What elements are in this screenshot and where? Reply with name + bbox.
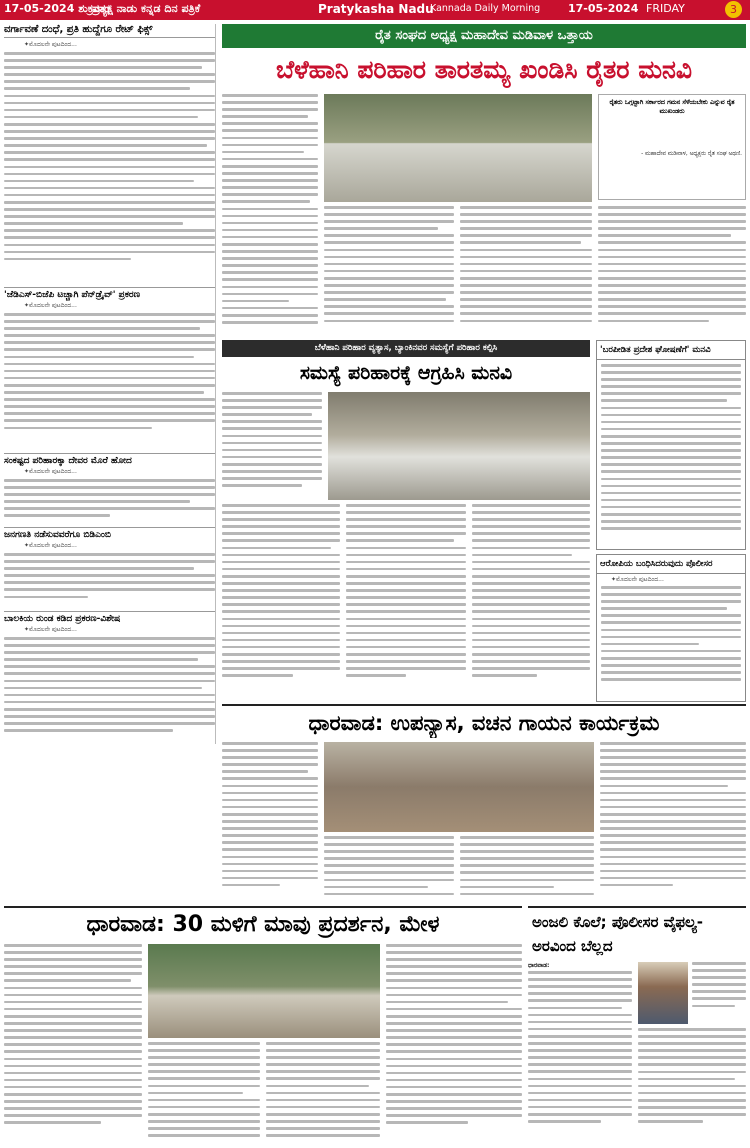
mango-body-col4 [386,944,522,1144]
left-article-1-title: ವರ್ಗಾವಣೆ ದಂಧೆ, ಪ್ರತಿ ಹುದ್ದೆಗೂ ರೇಟ್ ಫಿಕ್ಸ್ [4,24,215,38]
right-box-story [596,340,746,550]
second-headline: ಸಮಸ್ಯೆ ಪರಿಹಾರಕ್ಕೆ ಆಗ್ರಹಿಸಿ ಮನವಿ [299,362,513,384]
left-article-2-body [4,313,215,453]
header-left-date: 17-05-2024 ಶುಕ್ರವಾರ [4,2,110,15]
arrest-dateline: ✦ಮೊದಲನೇ ಪುಟದಿಂದ... [611,576,664,583]
left-article-1-dateline: ✦ಮೊದಲನೇ ಪುಟದಿಂದ... [24,41,77,48]
anjali-headline: ಅಂಜಲಿ ಕೊಲೆ; ಪೊಲೀಸರ ವೈಫಲ್ಯ-ಅರವಿಂದ ಬೆಲ್ಲದ [528,906,746,958]
mango-body-col3 [266,1042,380,1144]
right-box-body [597,360,745,550]
second-body-col2 [222,504,340,694]
left-article-4-title: ಜನಗಣತಿ ನಡೆಸುವವರೆಗೂ ಬಿಡಿಎಂಬಿ [4,527,215,540]
left-column [4,24,216,744]
lead-body-col1 [222,94,318,334]
dharwad-body-col2 [324,836,454,902]
left-article-3-dateline: ✦ಮೊದಲನೇ ಪುಟದಿಂದ... [24,468,77,475]
lead-body-col2 [324,206,454,336]
anjali-body-col2 [692,962,746,1024]
header-right-date: 17-05-2024 [568,2,639,15]
mango-body-col1 [4,944,142,1144]
dharwad-photo [324,742,594,832]
anjali-body-col1 [528,962,632,1144]
mango-headline: ಧಾರವಾಡ: 30 ಮಳಿಗೆ ಮಾವು ಪ್ರದರ್ಶನ, ಮೇಳ [4,906,522,940]
right-box-headline: 'ಬರಪೀಡಿತ ಪ್ರದೇಶ ಘೋಷಣೆಗೆ' ಮನವಿ [597,341,745,360]
left-article-3-body [4,479,215,527]
left-article-1-body [4,52,215,287]
second-photo [328,392,590,500]
masthead-subtitle: Kannada Daily Morning [430,3,541,14]
lead-kicker: ರೈತ ಸಂಘದ ಅಧ್ಯಕ್ಷ ಮಹಾದೇವ ಮಡಿವಾಳ ಒತ್ತಾಯ [222,24,746,48]
dharwad-body-col3 [460,836,594,902]
header-right-day: FRIDAY [646,2,685,15]
left-article-3-title: ಸಂಕಷ್ಟದ ಪರಿಹಾರಕ್ಕಾ ದೇವರ ಮೊರೆ ಹೋದ [4,453,215,466]
second-body-col1 [222,392,322,498]
left-article-2-title: 'ಜೆಡಿಎಸ್-ಬಿಜೆಪಿ ಟಚ್ಚಾಗಿ ಪೆನ್‌ಡ್ರೈವ್' ಪ್ರಕರಣ [4,287,215,300]
left-article-5-dateline: ✦ಮೊದಲನೇ ಪುಟದಿಂದ... [24,626,77,633]
dharwad-headline: ಧಾರವಾಡ: ಉಪನ್ಯಾಸ, ವಚನ ಗಾಯನ ಕಾರ್ಯಕ್ರಮ [222,704,746,738]
lead-quote-text: ರೈತರು ಒಗ್ಗಟ್ಟಾಗಿ ಸರ್ಕಾರದ ಗಮನ ಸೆಳೆಯಬೇಕು ಎನ್ನುವ ರೈತ ಮುಖಂಡರು [609,98,735,115]
arrest-headline: ಆರೋಪಿಯ ಬಂಧಿಸಿದರುವುದು ಪೊಲೀಸರ [597,555,745,574]
lead-headline: ಬೆಳೆಹಾನಿ ಪರಿಹಾರ ತಾರತಮ್ಯ ಖಂಡಿಸಿ ರೈತರ ಮನವಿ [276,55,692,84]
anjali-dateline: ಧಾರವಾಡ: [528,962,550,969]
second-body-col3 [346,504,466,694]
mango-photo [148,944,380,1038]
anjali-portrait [638,962,688,1024]
anjali-body-col3 [638,1028,746,1144]
arrest-story [596,554,746,702]
second-body-col4 [472,504,590,694]
lead-body-col4 [598,206,746,336]
left-article-4-dateline: ✦ಮೊದಲನೇ ಪುಟದಿಂದ... [24,542,77,549]
mango-body-col2 [148,1042,260,1144]
dharwad-body-col4 [600,742,746,902]
masthead-title: Pratykasha Nadu [318,2,434,16]
dharwad-body-col1 [222,742,318,902]
lead-quote-attribution: - ಮಹಾದೇವ ಮಡಿವಾಳ, ಅಧ್ಯಕ್ಷರು ರೈತ ಸಂಘ ಅಥಣಿ. [641,151,742,157]
left-article-5-body [4,637,215,744]
left-article-2-dateline: ✦ಮೊದಲನೇ ಪುಟದಿಂದ... [24,302,77,309]
masthead-bar [0,0,750,20]
lead-quote-box [598,94,746,200]
header-left-title: ಪ್ರತ್ಯಕ್ಷ ನಾಡು ಕನ್ನಡ ದಿನ ಪತ್ರಿಕೆ [92,2,201,15]
second-kicker: ಬೆಳೆಹಾನಿ ಪರಿಹಾರ ವ್ಯತ್ಯಾಸ, ಬ್ಯಾಂಕಿನವರ ಸಮಸ್ಯೆಗೆ ಪರಿಹಾರ ಕಲ್ಪಿಸಿ [222,340,590,357]
page-number: 3 [725,1,742,18]
lead-photo [324,94,592,202]
left-article-5-title: ಬಾಲಕಿಯ ರುಂಡ ಕಡಿದ ಪ್ರಕರಣ-ವಿಶೇಷ [4,611,215,624]
arrest-body [597,586,745,696]
left-article-4-body [4,553,215,611]
lead-body-col3 [460,206,592,336]
